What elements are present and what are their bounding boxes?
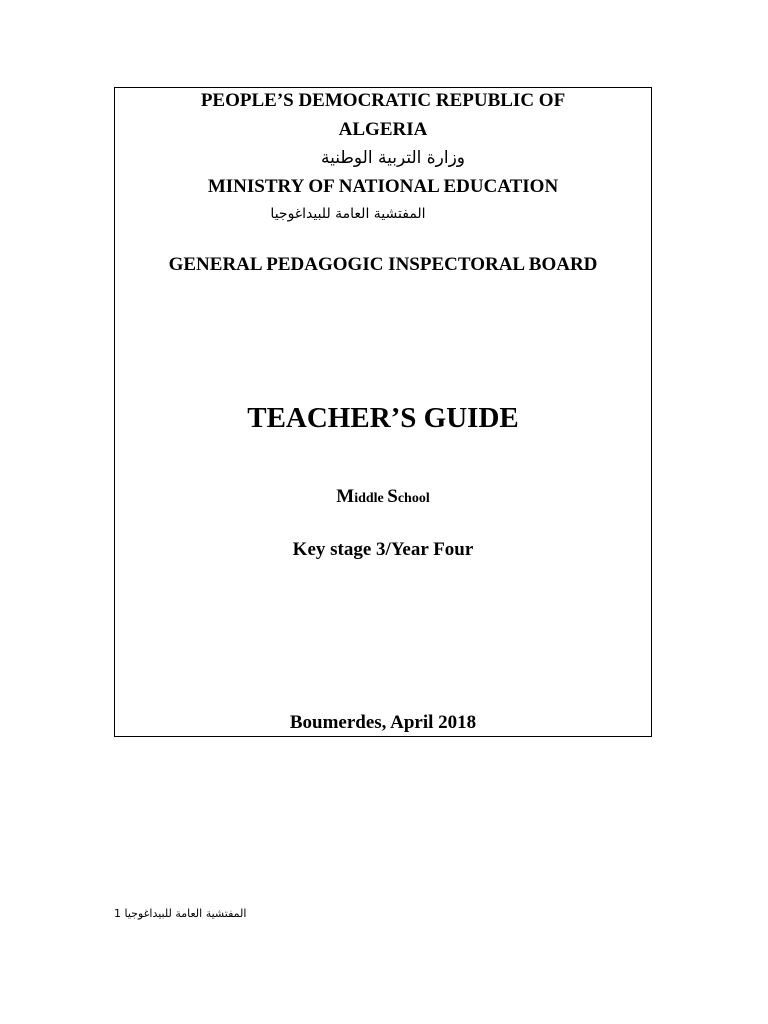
footer-arabic-text: المفتشية العامة للبيداغوجيا bbox=[124, 907, 247, 920]
cover-frame bbox=[114, 87, 652, 737]
arabic-ministry-name: وزارة التربية الوطنية bbox=[320, 148, 466, 168]
school-level-s: S bbox=[387, 486, 398, 507]
document-title: TEACHER’S GUIDE bbox=[247, 402, 519, 434]
school-level bbox=[115, 486, 651, 508]
country-name-line1: PEOPLE’S DEMOCRATIC REPUBLIC OF bbox=[200, 90, 566, 111]
place-date: Boumerdes, April 2018 bbox=[289, 712, 477, 733]
page-footer bbox=[114, 907, 246, 920]
ministry-name: MINISTRY OF NATIONAL EDUCATION bbox=[207, 176, 559, 197]
school-level-m: M bbox=[336, 486, 355, 507]
school-level-iddle: iddle bbox=[354, 491, 388, 506]
school-level-chool: chool bbox=[397, 491, 430, 506]
arabic-board-name: المفتشية العامة للبيداغوجيا bbox=[270, 206, 426, 222]
key-stage: Key stage 3/Year Four bbox=[292, 539, 474, 560]
country-name-line2: ALGERIA bbox=[338, 119, 428, 140]
board-name: GENERAL PEDAGOGIC INSPECTORAL BOARD bbox=[168, 254, 598, 275]
page-number: 1 bbox=[114, 907, 121, 920]
